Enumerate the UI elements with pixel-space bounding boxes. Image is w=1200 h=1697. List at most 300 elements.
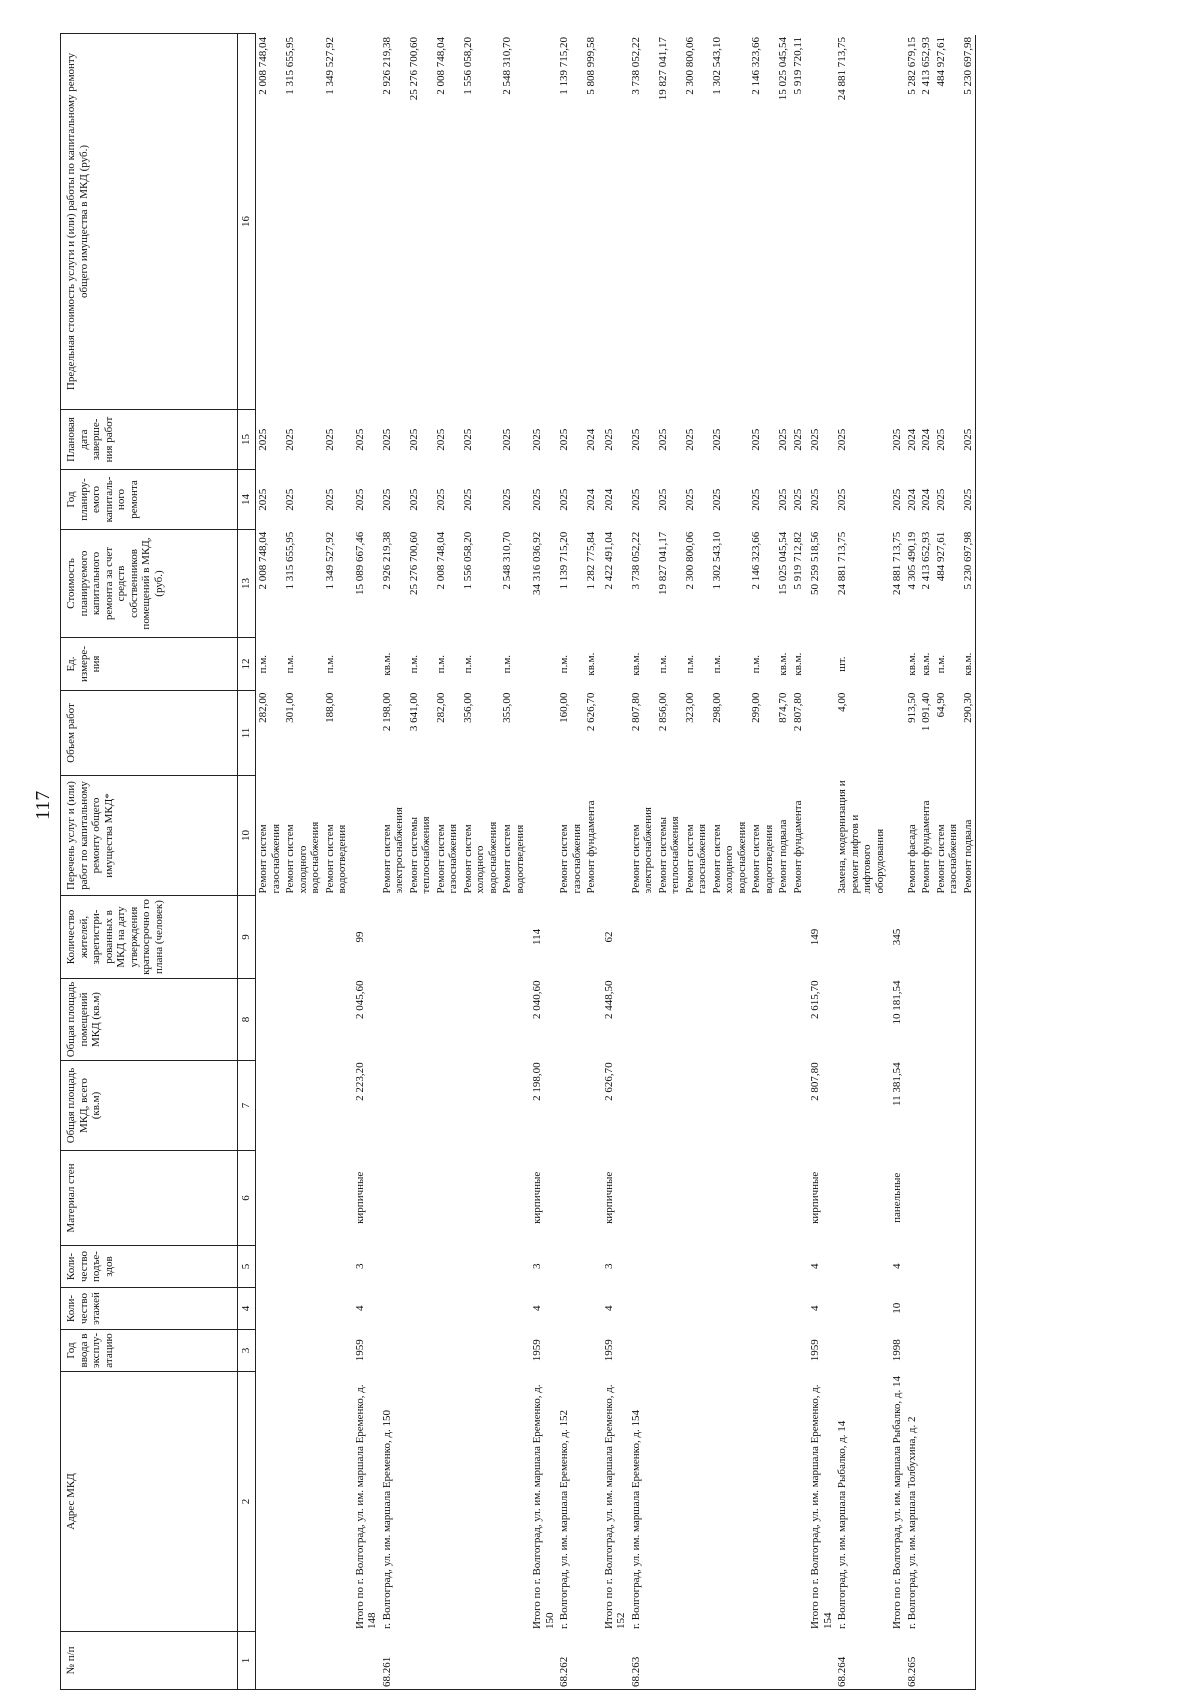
cell-col-total-area — [683, 1060, 710, 1150]
cell-col-entrances — [500, 1245, 527, 1287]
cell-col-residents: 345 — [891, 928, 903, 946]
cell-col-cost: 2 008 748,04 — [434, 531, 447, 590]
cell-col-works: Ремонт систем холодного водоснабжения — [461, 821, 499, 894]
cell-col-num — [961, 1631, 976, 1689]
cell-col-volume: 188,00 — [323, 692, 336, 723]
cell-col-entrances — [434, 1245, 461, 1287]
cell-col-num: 68.262 — [558, 1656, 570, 1687]
cell-col-works — [527, 776, 557, 896]
table-rotated-container — [60, 35, 1200, 1690]
column-number: 5 — [238, 1245, 255, 1287]
cell-col-works — [805, 776, 835, 896]
cell-col-end-date: 2025 — [257, 428, 269, 451]
header-col-cost: Стоимость планируемого капитального ремонта за счет средств собственников помещений в МКД, (руб.) — [61, 529, 237, 637]
cell-col-address: Итого по г. Волгоград, ул. им. маршала Рыбалко, д. 14 — [891, 1375, 903, 1630]
cell-col-residents — [710, 895, 750, 978]
cell-col-num — [805, 1631, 835, 1689]
table-total-row — [527, 35, 557, 1689]
cell-col-plan-year: 2025 — [891, 488, 903, 511]
cell-col-works: Ремонт фундамента — [585, 800, 597, 894]
table-row — [905, 35, 920, 1689]
cell-col-total-area — [835, 1060, 887, 1150]
cell-col-entrances — [835, 1245, 887, 1287]
cell-col-year — [835, 1329, 887, 1371]
cell-col-entrances — [919, 1245, 934, 1287]
cell-col-floors — [461, 1287, 501, 1329]
cell-col-floors — [835, 1287, 887, 1329]
cell-col-residents — [791, 895, 806, 978]
cell-col-cost: 1 349 527,92 — [323, 531, 336, 590]
cell-col-num — [350, 1631, 380, 1689]
cell-col-works: Ремонт системы теплоснабжения — [407, 816, 432, 894]
cell-col-total-area — [749, 1060, 776, 1150]
cell-col-total-area — [656, 1060, 683, 1150]
cell-col-works: Ремонт систем электроснабжения — [629, 807, 654, 894]
cell-col-unit: п.м. — [750, 654, 762, 674]
cell-col-cost: 15 089 667,46 — [353, 531, 366, 595]
cell-col-plan-year: 2024 — [602, 488, 615, 511]
cell-col-end-date: 2025 — [461, 428, 474, 451]
cell-col-unit: кв.м. — [777, 652, 789, 676]
table-row — [683, 35, 710, 1689]
cell-col-plan-year: 2024 — [585, 488, 597, 511]
cell-col-premises-area — [629, 978, 656, 1060]
cell-col-works: Ремонт системы теплоснабжения — [656, 816, 681, 894]
cell-col-end-date: 2025 — [836, 428, 848, 451]
cell-col-address — [283, 1371, 323, 1631]
cell-col-entrances — [323, 1245, 350, 1287]
table-total-row — [887, 35, 905, 1689]
cell-col-plan-year: 2025 — [501, 488, 513, 511]
table-row — [934, 35, 961, 1689]
cell-col-total-area — [323, 1060, 350, 1150]
cell-col-year — [791, 1329, 806, 1371]
cell-col-volume — [350, 691, 380, 776]
cell-col-wall-material: кирпичные — [602, 1171, 615, 1224]
cell-col-address — [500, 1371, 527, 1631]
cell-col-entrances: 3 — [602, 1263, 615, 1270]
cell-col-limit-cost: 484 927,61 — [934, 37, 947, 87]
cell-col-end-date: 2025 — [891, 428, 903, 451]
cell-col-unit: п.м. — [683, 654, 696, 674]
cell-col-plan-year: 2024 — [920, 488, 932, 511]
table-row — [791, 35, 806, 1689]
cell-col-limit-cost: 2 300 800,06 — [683, 37, 696, 95]
cell-col-unit: п.м. — [710, 654, 723, 674]
table-row — [710, 35, 750, 1689]
cell-col-address: г. Волгоград, ул. им. маршала Толбухина, д. 2 — [905, 1416, 918, 1630]
cell-col-cost: 24 881 713,75 — [891, 531, 903, 595]
cell-col-plan-year: 2025 — [809, 488, 821, 511]
cell-col-year — [500, 1329, 527, 1371]
cell-col-total-area — [961, 1060, 976, 1150]
cell-col-address — [407, 1371, 434, 1631]
cell-col-works — [350, 776, 380, 896]
cell-col-limit-cost: 1 349 527,92 — [323, 37, 336, 95]
cell-col-total-area — [557, 1060, 584, 1150]
cell-col-premises-area — [835, 978, 887, 1060]
cell-col-floors — [919, 1287, 934, 1329]
cell-col-wall-material — [323, 1150, 350, 1245]
cell-col-year — [323, 1329, 350, 1371]
column-number: 16 — [240, 216, 252, 227]
cell-col-plan-year: 2025 — [558, 488, 570, 511]
cell-col-entrances: 3 — [353, 1263, 366, 1270]
cell-col-plan-year: 2025 — [531, 488, 543, 511]
cell-col-plan-year: 2025 — [353, 488, 366, 511]
cell-col-plan-year: 2025 — [683, 488, 696, 511]
cell-col-works: Замена, модернизация и ремонт лифтов и лифтового оборудования — [836, 780, 886, 894]
cell-col-num — [919, 1631, 934, 1689]
cell-col-residents — [919, 895, 934, 978]
cell-col-entrances — [934, 1245, 961, 1287]
cell-col-wall-material — [710, 1150, 750, 1245]
table-row — [656, 35, 683, 1689]
cell-col-end-date: 2025 — [284, 428, 296, 451]
cell-col-works — [599, 776, 629, 896]
cell-col-works: Ремонт систем газоснабжения — [934, 823, 959, 894]
cell-col-year — [283, 1329, 323, 1371]
cell-col-premises-area — [919, 978, 934, 1060]
cell-col-residents — [905, 895, 920, 978]
cell-col-premises-area — [407, 978, 434, 1060]
cell-col-premises-area — [256, 978, 283, 1060]
cell-col-residents — [256, 895, 283, 978]
column-number: 2 — [238, 1371, 255, 1631]
cell-col-year — [584, 1329, 599, 1371]
cell-col-num — [710, 1631, 750, 1689]
cell-col-premises-area — [683, 978, 710, 1060]
header-col-limit-cost: Предельная стоимость услуги и (или) работы по капитальному ремонту общего имущества в МКД (руб.) — [65, 52, 90, 391]
cell-col-plan-year: 2025 — [461, 488, 474, 511]
cell-col-premises-area — [961, 978, 976, 1060]
cell-col-limit-cost: 2 008 748,04 — [257, 37, 269, 95]
cell-col-year — [776, 1329, 791, 1371]
cell-col-premises-area — [905, 978, 920, 1060]
cell-col-premises-area: 2 448,50 — [602, 980, 615, 1019]
cell-col-premises-area — [710, 978, 750, 1060]
cell-col-entrances — [905, 1245, 920, 1287]
cell-col-num: 68.265 — [905, 1656, 918, 1687]
cell-col-residents — [776, 895, 791, 978]
table-row — [557, 35, 584, 1689]
cell-col-unit: кв.м. — [380, 652, 393, 676]
cell-col-year — [656, 1329, 683, 1371]
cell-col-works: Ремонт систем электроснабжения — [380, 807, 405, 894]
cell-col-entrances — [256, 1245, 283, 1287]
cell-col-end-date: 2025 — [434, 428, 447, 451]
cell-col-limit-cost: 25 276 700,60 — [407, 37, 420, 101]
cell-col-volume: 356,00 — [461, 692, 474, 723]
cell-col-end-date: 2025 — [683, 428, 696, 451]
cell-col-unit: п.м. — [501, 654, 513, 674]
cell-col-residents — [283, 895, 323, 978]
cell-col-premises-area — [500, 978, 527, 1060]
cell-col-limit-cost: 2 413 652,93 — [920, 37, 932, 95]
cell-col-unit: п.м. — [407, 654, 420, 674]
cell-col-address — [934, 1371, 961, 1631]
cell-col-premises-area: 2 040,60 — [531, 980, 543, 1019]
cell-col-address — [683, 1371, 710, 1631]
cell-col-limit-cost: 24 881 713,75 — [836, 37, 848, 101]
cell-col-volume: 3 641,00 — [407, 692, 420, 732]
cell-col-cost: 2 300 800,06 — [683, 531, 696, 590]
cell-col-address: г. Волгоград, ул. им. маршала Еременко, д. 152 — [558, 1409, 570, 1630]
cell-col-total-area — [919, 1060, 934, 1150]
cell-col-cost: 1 139 715,20 — [558, 531, 570, 590]
cell-col-plan-year: 2025 — [284, 488, 296, 511]
cell-col-premises-area: 10 181,54 — [891, 980, 903, 1025]
cell-col-plan-year: 2025 — [961, 488, 974, 511]
header-col-year: Год ввода в эксплу-атацию — [61, 1329, 237, 1371]
cell-col-entrances — [584, 1245, 599, 1287]
cell-col-num — [776, 1631, 791, 1689]
page-number: 117 — [32, 790, 54, 820]
cell-col-num — [656, 1631, 683, 1689]
cell-col-floors — [776, 1287, 791, 1329]
cell-col-premises-area — [461, 978, 501, 1060]
cell-col-address — [256, 1371, 283, 1631]
cell-col-unit: шт. — [836, 656, 848, 672]
cell-col-total-area — [283, 1060, 323, 1150]
cell-col-volume: 2 807,80 — [791, 692, 804, 732]
cell-col-plan-year: 2025 — [380, 488, 393, 511]
cell-col-plan-year: 2025 — [323, 488, 336, 511]
cell-col-premises-area — [791, 978, 806, 1060]
cell-col-unit: кв.м. — [791, 652, 804, 676]
cell-col-plan-year: 2025 — [750, 488, 762, 511]
cell-col-volume: 913,50 — [905, 692, 918, 723]
cell-col-residents — [629, 895, 656, 978]
cell-col-cost: 2 146 323,66 — [750, 531, 762, 590]
cell-col-residents — [461, 895, 501, 978]
cell-col-floors — [407, 1287, 434, 1329]
cell-col-year — [461, 1329, 501, 1371]
cell-col-end-date: 2025 — [501, 428, 513, 451]
cell-col-wall-material — [961, 1150, 976, 1245]
cell-col-plan-year: 2025 — [710, 488, 723, 511]
cell-col-year — [256, 1329, 283, 1371]
header-col-entrances: Коли-чество подъе-здов — [61, 1245, 237, 1287]
column-number: 7 — [238, 1060, 255, 1150]
cell-col-entrances — [283, 1245, 323, 1287]
cell-col-end-date: 2025 — [558, 428, 570, 451]
cell-col-floors: 10 — [891, 1302, 903, 1314]
cell-col-limit-cost — [599, 35, 629, 410]
cell-col-unit: кв.м. — [629, 652, 642, 676]
cell-col-volume: 298,00 — [710, 692, 723, 723]
cell-col-total-area — [434, 1060, 461, 1150]
cell-col-year — [380, 1329, 407, 1371]
table-row — [323, 35, 350, 1689]
cell-col-cost: 25 276 700,60 — [407, 531, 420, 595]
cell-col-num — [323, 1631, 350, 1689]
cell-col-floors: 4 — [602, 1305, 615, 1311]
cell-col-premises-area — [749, 978, 776, 1060]
cell-col-cost: 5 919 712,82 — [791, 531, 804, 590]
cell-col-floors — [500, 1287, 527, 1329]
cell-col-wall-material: кирпичные — [531, 1171, 543, 1224]
cell-col-volume: 2 626,70 — [585, 692, 597, 732]
cell-col-num — [599, 1631, 629, 1689]
cell-col-num — [683, 1631, 710, 1689]
cell-col-unit: кв.м. — [961, 652, 974, 676]
cell-col-limit-cost: 1 556 058,20 — [461, 37, 474, 95]
cell-col-total-area — [934, 1060, 961, 1150]
cell-col-year — [934, 1329, 961, 1371]
table-total-row — [805, 35, 835, 1689]
cell-col-works: Ремонт подвала — [961, 819, 974, 894]
cell-col-num — [283, 1631, 323, 1689]
cell-col-limit-cost: 2 548 310,70 — [501, 37, 513, 95]
cell-col-end-date: 2025 — [791, 428, 804, 451]
cell-col-floors — [656, 1287, 683, 1329]
table-row — [500, 35, 527, 1689]
cell-col-volume: 301,00 — [284, 692, 296, 723]
cell-col-residents — [835, 895, 887, 978]
capital-repair-table — [60, 35, 976, 1690]
cell-col-volume: 64,90 — [934, 692, 947, 718]
cell-col-entrances — [683, 1245, 710, 1287]
cell-col-residents — [500, 895, 527, 978]
cell-col-end-date: 2025 — [629, 428, 642, 451]
cell-col-limit-cost — [887, 35, 905, 410]
cell-col-unit — [350, 638, 380, 691]
cell-col-address — [710, 1371, 750, 1631]
cell-col-works: Ремонт фасада — [905, 824, 918, 894]
cell-col-address — [323, 1371, 350, 1631]
cell-col-end-date: 2025 — [531, 428, 543, 451]
cell-col-works: Ремонт систем водоотведения — [501, 824, 526, 894]
cell-col-floors — [283, 1287, 323, 1329]
cell-col-floors — [905, 1287, 920, 1329]
cell-col-volume: 4,00 — [836, 692, 848, 712]
header-col-floors: Коли-чество этажей — [61, 1287, 237, 1329]
cell-col-wall-material — [500, 1150, 527, 1245]
column-number: 14 — [238, 469, 255, 529]
cell-col-entrances — [776, 1245, 791, 1287]
cell-col-num — [434, 1631, 461, 1689]
cell-col-year — [749, 1329, 776, 1371]
cell-col-limit-cost: 5 230 697,98 — [961, 37, 974, 95]
cell-col-wall-material — [683, 1150, 710, 1245]
cell-col-limit-cost — [805, 35, 835, 410]
cell-col-works: Ремонт систем холодного водоснабжения — [284, 821, 321, 894]
cell-col-limit-cost: 3 738 052,22 — [629, 37, 642, 95]
cell-col-cost: 2 008 748,04 — [257, 531, 269, 590]
cell-col-unit: кв.м. — [920, 652, 932, 676]
cell-col-unit — [887, 638, 905, 691]
cell-col-plan-year: 2025 — [836, 488, 848, 511]
cell-col-year: 1959 — [809, 1339, 821, 1362]
cell-col-unit: п.м. — [323, 654, 336, 674]
cell-col-end-date: 2025 — [961, 428, 974, 451]
column-number: 1 — [238, 1631, 255, 1689]
cell-col-cost: 1 556 058,20 — [461, 531, 474, 590]
cell-col-address — [584, 1371, 599, 1631]
cell-col-premises-area — [323, 978, 350, 1060]
table-row — [256, 35, 283, 1689]
cell-col-num: 68.261 — [380, 1656, 393, 1687]
cell-col-limit-cost: 5 808 999,58 — [585, 37, 597, 95]
cell-col-limit-cost: 2 146 323,66 — [750, 37, 762, 95]
cell-col-address — [791, 1371, 806, 1631]
cell-col-residents: 99 — [353, 931, 366, 943]
cell-col-entrances: 4 — [809, 1263, 821, 1270]
cell-col-works: Ремонт систем газоснабжения — [434, 823, 459, 894]
cell-col-end-date: 2025 — [934, 428, 947, 451]
cell-col-cost: 5 230 697,98 — [961, 531, 974, 590]
cell-col-year: 1959 — [531, 1339, 543, 1362]
cell-col-cost: 19 827 041,17 — [656, 531, 669, 595]
cell-col-residents: 114 — [531, 928, 543, 946]
cell-col-floors — [710, 1287, 750, 1329]
cell-col-volume: 160,00 — [558, 692, 570, 723]
cell-col-premises-area — [557, 978, 584, 1060]
cell-col-floors: 4 — [809, 1305, 821, 1311]
cell-col-premises-area — [380, 978, 407, 1060]
cell-col-premises-area — [434, 978, 461, 1060]
cell-col-volume: 290,30 — [961, 692, 974, 723]
cell-col-num — [256, 1631, 283, 1689]
cell-col-end-date: 2025 — [710, 428, 723, 451]
cell-col-volume: 282,00 — [257, 692, 269, 723]
table-row — [584, 35, 599, 1689]
cell-col-volume: 2 807,80 — [629, 692, 642, 732]
header-col-address: Адрес МКД — [61, 1371, 237, 1631]
cell-col-limit-cost — [527, 35, 557, 410]
cell-col-works: Ремонт фундамента — [920, 800, 932, 894]
table-row — [283, 35, 323, 1689]
cell-col-plan-year: 2025 — [434, 488, 447, 511]
cell-col-plan-year: 2025 — [656, 488, 669, 511]
cell-col-wall-material — [283, 1150, 323, 1245]
cell-col-address — [749, 1371, 776, 1631]
header-col-unit: Ед. измере-ния — [61, 637, 237, 690]
cell-col-works: Ремонт систем холодного водоснабжения — [710, 821, 748, 894]
cell-col-limit-cost: 1 139 715,20 — [558, 37, 570, 95]
header-col-total-area: Общая площадь МКД, всего (кв.м) — [61, 1060, 237, 1150]
header-col-premises-area: Общая площадь помещений МКД (кв.м) — [61, 978, 237, 1060]
cell-col-address — [656, 1371, 683, 1631]
cell-col-volume — [599, 691, 629, 776]
cell-col-unit: п.м. — [461, 654, 474, 674]
table-row — [919, 35, 934, 1689]
cell-col-floors — [380, 1287, 407, 1329]
cell-col-address — [961, 1371, 976, 1631]
cell-col-entrances — [629, 1245, 656, 1287]
cell-col-volume — [805, 691, 835, 776]
cell-col-cost: 24 881 713,75 — [836, 531, 848, 595]
header-col-plan-year: Год планиру-емого капиталь-ного ремонта — [61, 469, 237, 529]
cell-col-end-date: 2025 — [777, 428, 789, 451]
cell-col-volume: 282,00 — [434, 692, 447, 723]
cell-col-plan-year: 2025 — [777, 488, 789, 511]
cell-col-residents: 62 — [602, 931, 615, 943]
cell-col-cost: 2 548 310,70 — [501, 531, 513, 590]
cell-col-limit-cost: 1 315 655,95 — [284, 37, 296, 95]
cell-col-volume: 355,00 — [501, 692, 513, 723]
cell-col-limit-cost — [350, 35, 380, 410]
cell-col-wall-material: панельные — [891, 1172, 903, 1223]
cell-col-cost: 50 259 518,56 — [809, 531, 821, 595]
cell-col-works: Ремонт систем газоснабжения — [558, 823, 583, 894]
column-number: 12 — [238, 637, 255, 690]
table-row — [434, 35, 461, 1689]
cell-col-total-area — [710, 1060, 750, 1150]
cell-col-year — [629, 1329, 656, 1371]
cell-col-floors — [629, 1287, 656, 1329]
